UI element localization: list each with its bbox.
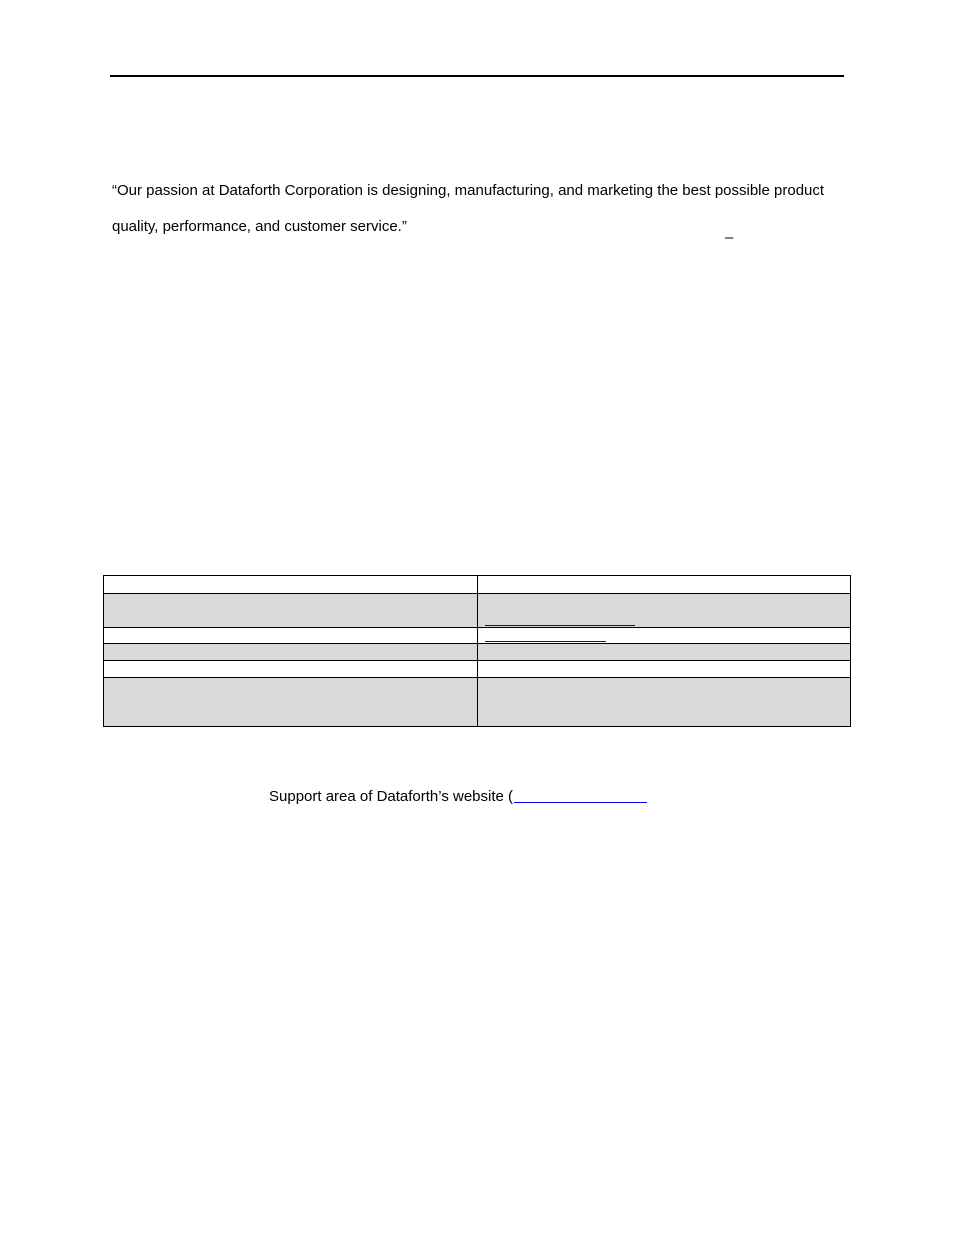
quote-attribution-dash: – bbox=[725, 229, 734, 246]
table-cell-label bbox=[104, 594, 478, 628]
table-cell-value bbox=[478, 678, 851, 727]
header-rule bbox=[110, 75, 844, 77]
table-cell-label bbox=[104, 576, 478, 594]
table-cell-value bbox=[478, 594, 851, 628]
table-cell-label bbox=[104, 628, 478, 644]
table-row bbox=[104, 576, 851, 594]
support-text: Support area of Dataforth’s website ( bbox=[269, 788, 647, 806]
table-cell-value bbox=[478, 644, 851, 661]
table-cell-value bbox=[478, 661, 851, 678]
website-link[interactable] bbox=[485, 640, 606, 642]
table-cell-value bbox=[478, 628, 851, 644]
table-row bbox=[104, 678, 851, 727]
support-website-link[interactable] bbox=[514, 788, 647, 803]
mission-quote: “Our passion at Dataforth Corporation is designing, manufacturing, and marketing the best possible product quality, performance, and customer service.” bbox=[112, 182, 825, 235]
table-cell-label bbox=[104, 644, 478, 661]
table-row bbox=[104, 594, 851, 628]
table-cell-value bbox=[478, 576, 851, 594]
email-link[interactable] bbox=[485, 624, 635, 626]
table-row bbox=[104, 628, 851, 644]
contact-table bbox=[103, 575, 851, 727]
table-row bbox=[104, 644, 851, 661]
table-row bbox=[104, 661, 851, 678]
table-cell-label bbox=[104, 678, 478, 727]
table-cell-label bbox=[104, 661, 478, 678]
